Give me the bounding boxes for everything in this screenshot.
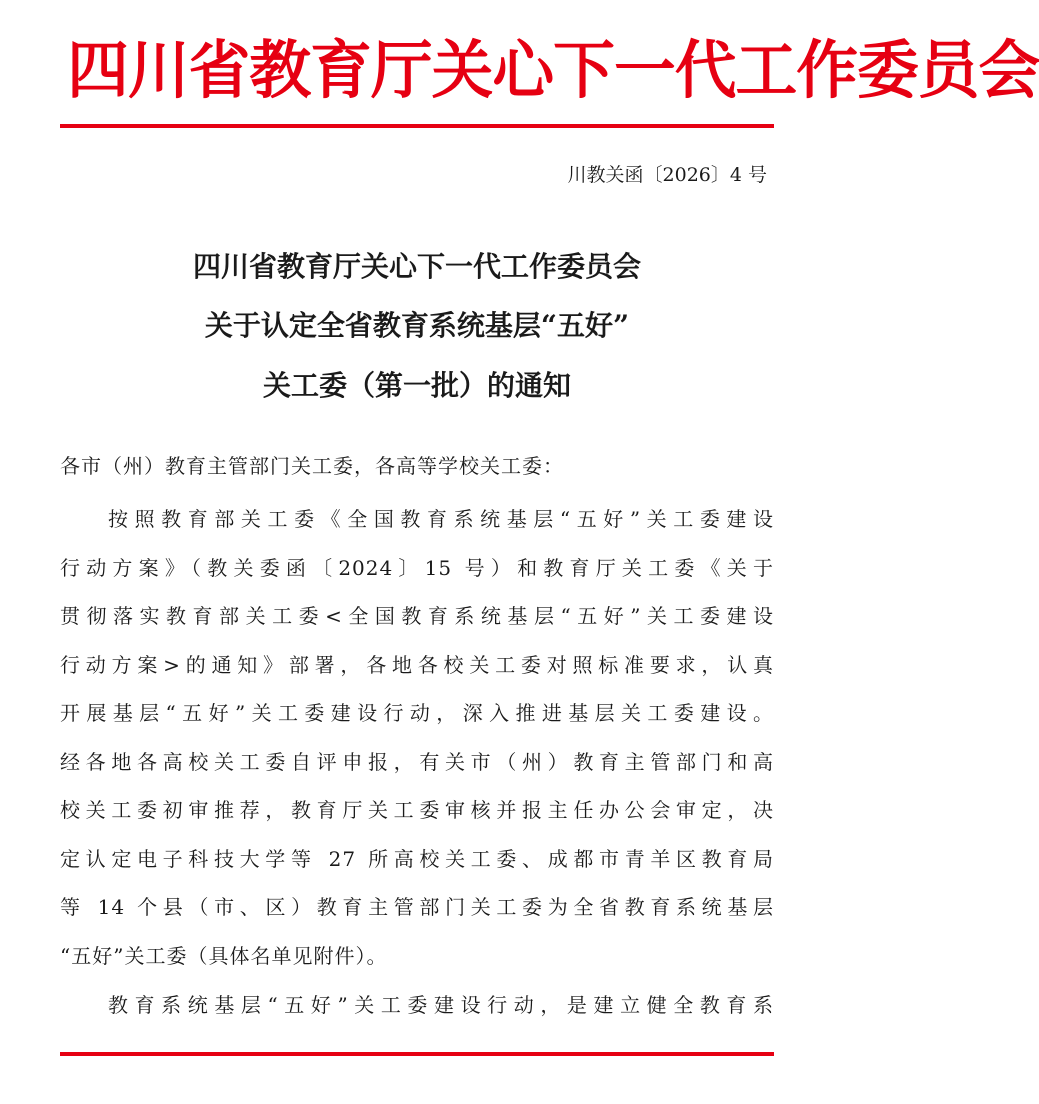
- body-line: 按照教育部关工委《全国教育系统基层“五好”关工委建设: [108, 507, 774, 531]
- document-number: 川教关函〔2026〕4 号: [567, 164, 767, 186]
- title-line-1: 四川省教育厅关心下一代工作委员会: [192, 250, 641, 283]
- salutation: 各市（州）教育主管部门关工委，各高等学校关工委：: [60, 454, 564, 478]
- body-line: 经各地各高校关工委自评申报，有关市（州）教育主管部门和高: [60, 750, 774, 774]
- top-red-rule: [60, 124, 774, 128]
- title-line-2: 关于认定全省教育系统基层“五好”: [204, 309, 630, 342]
- title-line-3: 关工委（第一批）的通知: [262, 369, 571, 402]
- body-line: 定认定电子科技大学等 27 所高校关工委、成都市青羊区教育局: [60, 847, 774, 871]
- body-line: “五好”关工委（具体名单见附件）。: [60, 944, 388, 968]
- body-line: 行动方案>的通知》部署，各地各校关工委对照标准要求，认真: [60, 653, 774, 677]
- body-line: 开展基层“五好”关工委建设行动，深入推进基层关工委建设。: [60, 701, 774, 725]
- body-line: 教育系统基层“五好”关工委建设行动，是建立健全教育系: [108, 993, 774, 1017]
- bottom-red-rule: [60, 1052, 774, 1056]
- body-line: 校关工委初审推荐，教育厅关工委审核并报主任办公会审定，决: [60, 798, 774, 822]
- masthead: 四川省教育厅关心下一代工作委员会: [67, 33, 1039, 107]
- body-line: 行动方案》（教关委函〔2024〕15 号）和教育厅关工委《关于: [60, 556, 774, 580]
- body-line: 贯彻落实教育部关工委<全国教育系统基层“五好”关工委建设: [60, 604, 774, 628]
- body-line: 等 14 个县（市、区）教育主管部门关工委为全省教育系统基层: [60, 895, 774, 919]
